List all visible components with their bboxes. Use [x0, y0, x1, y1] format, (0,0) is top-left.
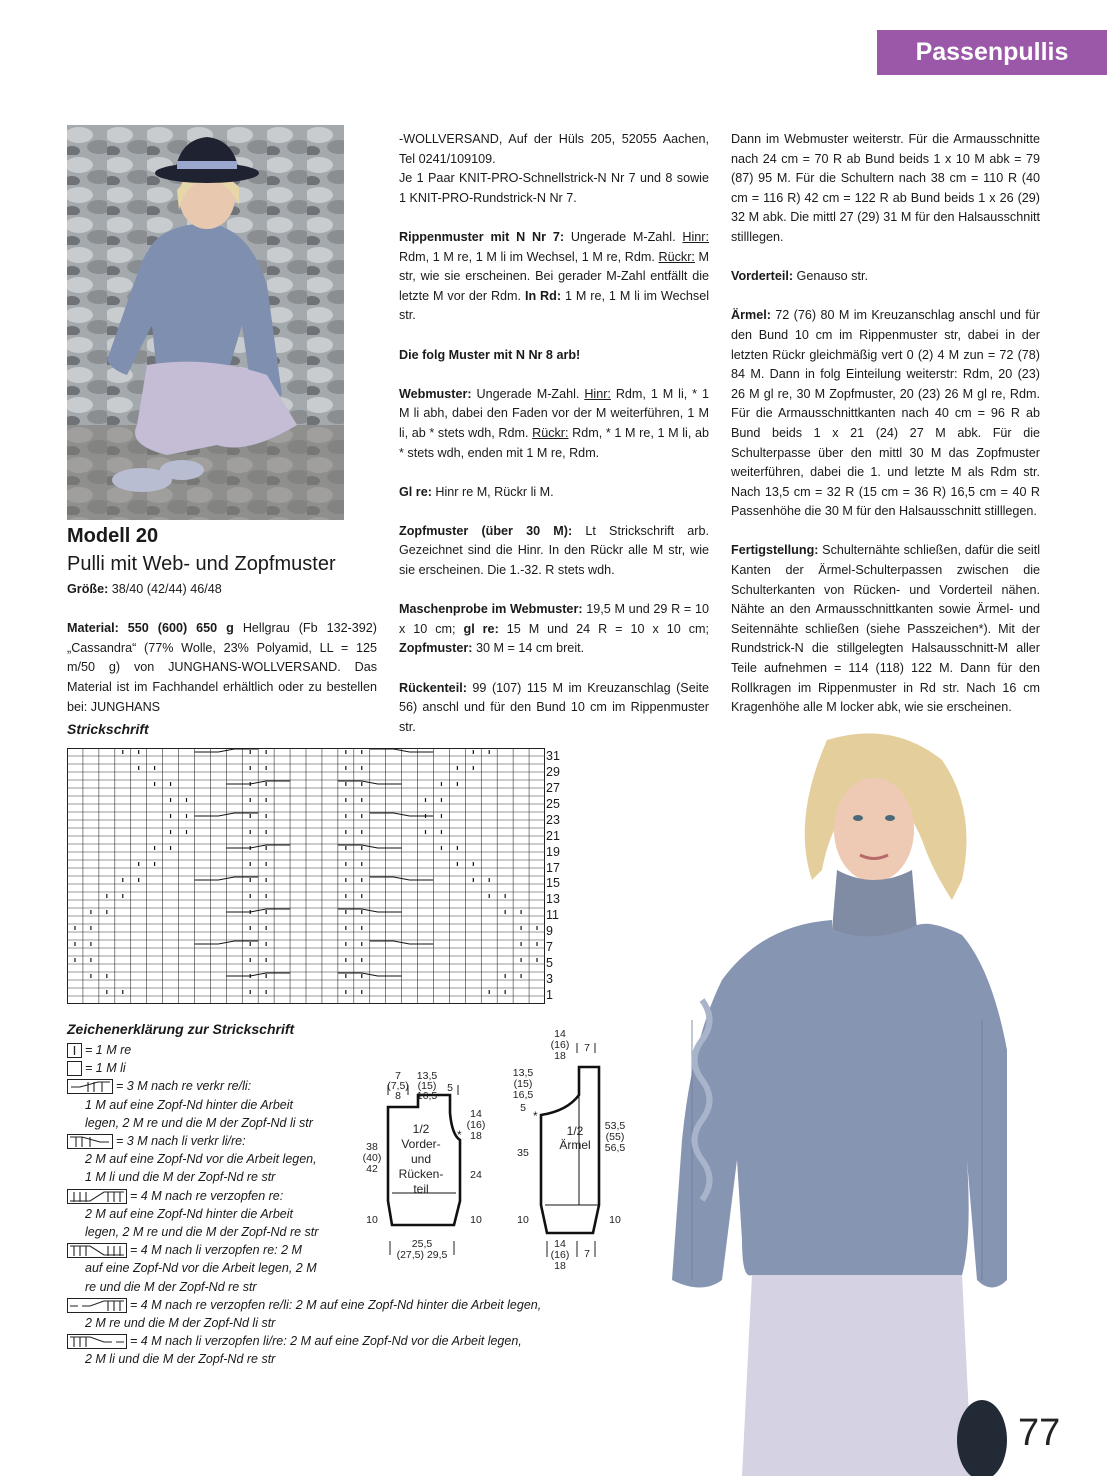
- legend-text: legen, 2 M re und die M der Zopf-Nd re str: [85, 1225, 319, 1240]
- web-text-1: Ungerade M-Zahl.: [476, 386, 580, 401]
- dim-text: 53,5: [604, 1120, 626, 1132]
- dim-text: 18: [554, 1260, 566, 1272]
- page-number: 77: [1018, 1412, 1061, 1454]
- row-number: 13: [546, 892, 560, 906]
- dim-text: 14: [554, 1028, 566, 1040]
- rippen-text-3: M str, wie sie erscheinen. Bei gerader M-Zahl entfällt die letzte M vor der Rdm.: [399, 249, 710, 303]
- dim-text: (40): [362, 1152, 382, 1164]
- dim-text: 10: [517, 1214, 529, 1226]
- model-photo-standing: [662, 720, 1007, 1476]
- rippenmuster-paragraph: [399, 228, 709, 326]
- row-number: 17: [546, 861, 560, 875]
- dim-text: 16,5: [512, 1089, 534, 1101]
- dim-text: 10: [470, 1214, 482, 1226]
- dim-text: 38: [366, 1141, 378, 1153]
- maschenprobe-paragraph: [399, 600, 709, 659]
- legend-title: Zeichenerklärung zur Strickschrift: [67, 1021, 295, 1037]
- dim-text: 16,5: [416, 1090, 438, 1102]
- legend-text: = 4 M nach re verzopfen re:: [130, 1188, 284, 1203]
- dim-text: 18: [554, 1050, 566, 1062]
- piece-label: teil: [413, 1182, 429, 1196]
- probe-label: Maschenprobe im Webmuster:: [399, 602, 583, 617]
- web-label: Webmuster:: [399, 386, 472, 401]
- rippen-text-1: Ungerade M-Zahl.: [570, 229, 676, 244]
- material-label: Material: 550 (600) 650 g: [67, 621, 234, 636]
- row-number: 5: [546, 956, 553, 970]
- dim-text: (16): [550, 1039, 570, 1051]
- aermel-label: Ärmel:: [731, 308, 771, 323]
- dim-text: 7: [584, 1042, 590, 1054]
- legend-text: re und die M der Zopf-Nd re str: [85, 1279, 257, 1294]
- piece-label: 1/2: [412, 1122, 430, 1136]
- webmuster-paragraph: [399, 385, 709, 463]
- aermel-text: 72 (76) 80 M im Kreuzanschlag anschl und für den Bund 10 cm im Rippenmuster str, dabei in der letzten Rückr gleichmäßig vert 0 (2) 4 M zun = 72 (78) 84 M. Dann in folg Einteilung weiterstr: Rdm, 20 (23) 26 M gl re, 30 M Zopfmuster, 20 (23) 26 M gl re, Rdm. Für die Armausschnittkanten nach 40 cm = 96 R ab Bund beids 1 x 21 (24) 27 M abk. Für die Schulterpasse über den mittl 30 M das Zopfmuster weiterführen, dabei die 1. und letzte M als Rdm str. Nach 13,5 cm = 32 R (15 cm = 36 R) 16,5 cm = 40 R Passenhöhe die 30 M für den Halsausschnitt stilllegen.: [731, 308, 1040, 519]
- rippen-inrd: In Rd:: [524, 288, 562, 303]
- row-number: 23: [546, 813, 560, 827]
- dim-text: (16): [550, 1249, 570, 1261]
- fertig-label: Fertigstellung:: [731, 543, 819, 558]
- probe-text-2: 15 M und 24 R = 10 x 10 cm;: [506, 621, 710, 636]
- model-photo-sitting: [67, 125, 344, 520]
- dim-text: 18: [470, 1130, 482, 1142]
- row-number: 3: [546, 972, 553, 986]
- legend-text: 2 M re und die M der Zopf-Nd li str: [85, 1316, 276, 1331]
- probe-text-1: 19,5 M und 29 R = 10 x 10 cm;: [399, 602, 709, 636]
- legend-text: legen, 2 M re und die M der Zopf-Nd li str: [85, 1115, 313, 1130]
- dim-text: 7: [584, 1248, 590, 1260]
- probe-zopf: Zopfmuster:: [399, 641, 473, 656]
- chart-grid: [67, 748, 545, 1004]
- piece-label: Rücken-: [398, 1167, 444, 1181]
- address-text: -WOLLVERSAND, Auf der Hüls 205, 52055 Aachen, Tel 0241/109109.: [399, 132, 709, 166]
- cable-4-right-icon: [67, 1189, 127, 1204]
- dim-text: 5: [447, 1082, 453, 1094]
- legend-text: = 4 M nach li verzopfen li/re: 2 M auf eine Zopf-Nd vor die Arbeit legen,: [130, 1334, 522, 1349]
- piece-label: Vorder-: [401, 1137, 441, 1151]
- knit-symbol-icon: [67, 1043, 82, 1058]
- svg-text:*: *: [533, 1109, 538, 1123]
- column-1: [67, 580, 377, 737]
- piece-label: und: [410, 1152, 432, 1166]
- cross-3-right-icon: [67, 1079, 113, 1094]
- zopf-text: Lt Strickschrift arb. Gezeichnet sind die Hinr. In den Rückr alle M str, wie sie erscheinen. Die 1.-32. R stets wdh.: [399, 523, 710, 578]
- row-number: 25: [546, 797, 560, 811]
- dim-text: 42: [366, 1163, 378, 1175]
- rippen-rueckr: Rückr:: [658, 249, 695, 264]
- dim-text: (55): [605, 1131, 625, 1143]
- row-number: 9: [546, 924, 553, 938]
- web-hinr: Hinr:: [584, 386, 611, 401]
- dim-text: 13,5: [512, 1067, 534, 1079]
- row-number: 15: [546, 876, 560, 890]
- needles-text: Je 1 Paar KNIT-PRO-Schnellstrick-N Nr 7 und 8 sowie 1 KNIT-PRO-Rundstrick-N Nr 7.: [399, 171, 709, 205]
- row-number: 21: [546, 829, 560, 843]
- glre-label: Gl re:: [399, 484, 432, 499]
- dim-text: 13,5: [416, 1070, 438, 1082]
- legend-text: = 1 M re: [85, 1043, 132, 1057]
- cable-4-left-purl-icon: [67, 1334, 127, 1349]
- dim-text: 7: [395, 1070, 401, 1082]
- chart-title: Strickschrift: [67, 721, 149, 737]
- column-2: [399, 130, 709, 757]
- purl-symbol-icon: [67, 1061, 82, 1076]
- legend-item-cable-4-left-purl: [67, 1332, 627, 1350]
- dim-text: 10: [609, 1214, 621, 1226]
- web-text-3: Rdm, * 1 M re, 1 M li, ab * stets wdh, enden mit 1 M re, Rdm.: [399, 425, 709, 460]
- column-3: [731, 130, 1040, 737]
- web-text-2: Rdm, 1 M li, * 1 M li abh, dabei den Faden vor der M weiterführen, 1 M li, ab * stets wdh, Rdm.: [399, 386, 710, 440]
- dim-text: 5: [520, 1102, 526, 1114]
- legend-text: = 4 M nach li verzopfen re: 2 M: [130, 1243, 302, 1258]
- row-number: 19: [546, 845, 560, 859]
- rueck-text: 99 (107) 115 M im Kreuzanschlag (Seite 56) anschl und für den Bund 10 cm im Rippenmuster str.: [399, 680, 710, 734]
- legend-item-cable-4-right-purl: [67, 1296, 627, 1314]
- legend-text: 1 M li und die M der Zopf-Nd re str: [85, 1170, 276, 1185]
- rippen-text-2: Rdm, 1 M re, 1 M li im Wechsel, 1 M re, Rdm.: [399, 249, 655, 264]
- piece-label: Ärmel: [559, 1138, 591, 1152]
- row-number: 1: [546, 988, 553, 1002]
- rueck-continued: Dann im Webmuster weiterstr. Für die Armausschnitte nach 24 cm = 70 R ab Bund beids 1 x 10 M abk = 79 (87) 95 M. Für die Schultern nach 38 cm = 110 R (40 cm = 116 R) 42 cm = 122 R ab Bund beids 1 x 26 (29) 32 M abk. Die mittl 27 (29) 31 M für den Halsausschnitt stilllegen.: [731, 132, 1040, 244]
- schematic-sleeve: [505, 1025, 640, 1275]
- legend-text: 2 M auf eine Zopf-Nd vor die Arbeit legen,: [85, 1152, 317, 1167]
- knitting-chart: [67, 748, 545, 1004]
- probe-text-3: 30 M = 14 cm breit.: [475, 641, 585, 656]
- piece-label: 1/2: [566, 1124, 584, 1138]
- groesse-value: 38/40 (42/44) 46/48: [111, 582, 222, 596]
- legend-text: = 3 M nach re verkr re/li:: [116, 1079, 252, 1094]
- cable-4-left-icon: [67, 1243, 127, 1258]
- legend-text: 1 M auf eine Zopf-Nd hinter die Arbeit: [85, 1097, 293, 1112]
- dim-text: 14: [470, 1108, 482, 1120]
- cross-3-left-icon: [67, 1134, 113, 1149]
- rippen-text-4: 1 M re, 1 M li im Wechsel str.: [399, 288, 709, 323]
- section-tab: Passenpullis: [877, 30, 1107, 75]
- legend-text: 2 M auf eine Zopf-Nd hinter die Arbeit: [85, 1206, 293, 1221]
- row-number: 31: [546, 749, 560, 763]
- vorder-text: Genauso str.: [796, 269, 868, 284]
- cable-4-right-purl-icon: [67, 1298, 127, 1313]
- dim-text: (16): [466, 1119, 486, 1131]
- folg-muster: Die folg Muster mit N Nr 8 arb!: [399, 347, 581, 362]
- dim-text: (27,5) 29,5: [396, 1249, 448, 1261]
- dim-text: 10: [366, 1214, 378, 1226]
- probe-glre: gl re:: [463, 621, 499, 636]
- dim-text: (15): [513, 1078, 533, 1090]
- row-number: 7: [546, 940, 553, 954]
- row-number: 29: [546, 765, 560, 779]
- svg-text:*: *: [457, 1128, 462, 1142]
- rippen-label: Rippenmuster mit N Nr 7:: [399, 229, 565, 244]
- rippen-hinr: Hinr:: [682, 229, 709, 244]
- fertig-text: Schulternähte schließen, dafür die seitl Kanten der Ärmel-Schulterpassen zwischen die Schulterkanten von Rücken- und Vorderteil nähen. Nähte an den Armausschnittkanten sowie Ärmel- und Seitennähte schließen (siehe Passzeichen*). Mit der Rundstrick-N die stillgelegten Halsausschnitt-M aller Teile aufnehmen = 114 (118) 122 M. Dann für den Rollkragen im Rippenmuster in Rd str. Nach 16 cm Kragenhöhe alle M locker abk, wie sie erscheinen.: [731, 543, 1040, 715]
- schematic-body: [360, 1065, 500, 1275]
- row-number: 27: [546, 781, 560, 795]
- legend-text: auf eine Zopf-Nd vor die Arbeit legen, 2 M: [85, 1261, 317, 1276]
- model-title: Modell 20: [67, 525, 159, 547]
- legend-text: 2 M li und die M der Zopf-Nd re str: [85, 1352, 276, 1367]
- row-number: 11: [546, 908, 559, 922]
- dim-text: 14: [554, 1238, 566, 1250]
- zopf-label: Zopfmuster (über 30 M):: [399, 523, 573, 538]
- groesse-label: Größe:: [67, 582, 109, 596]
- dim-text: (15): [417, 1080, 437, 1092]
- vorder-label: Vorderteil:: [731, 269, 794, 284]
- legend-text: = 3 M nach li verkr li/re:: [116, 1134, 246, 1149]
- dim-text: 8: [395, 1090, 401, 1102]
- dim-text: 24: [470, 1169, 482, 1181]
- glre-text: Hinr re M, Rückr li M.: [435, 484, 554, 499]
- dim-text: 56,5: [604, 1142, 626, 1154]
- dim-text: 35: [517, 1147, 529, 1159]
- legend-text: = 4 M nach re verzopfen re/li: 2 M auf eine Zopf-Nd hinter die Arbeit legen,: [130, 1297, 542, 1312]
- dim-text: (7,5): [387, 1080, 409, 1092]
- model-subtitle: Pulli mit Web- und Zopfmuster: [67, 553, 336, 575]
- legend-text: = 1 M li: [85, 1061, 126, 1076]
- web-rueckr: Rückr:: [532, 425, 569, 440]
- material-text: Hellgrau (Fb 132-392) „Cassandra“ (77% Wolle, 23% Polyamid, LL = 125 m/50 g) von JUNGHANS-WOLLVERSAND. Das Material ist im Fachhandel erhältlich oder zu bestellen bei: JUNGHANS: [67, 621, 377, 714]
- rueck-label: Rückenteil:: [399, 680, 467, 695]
- dim-text: 25,5: [411, 1238, 433, 1250]
